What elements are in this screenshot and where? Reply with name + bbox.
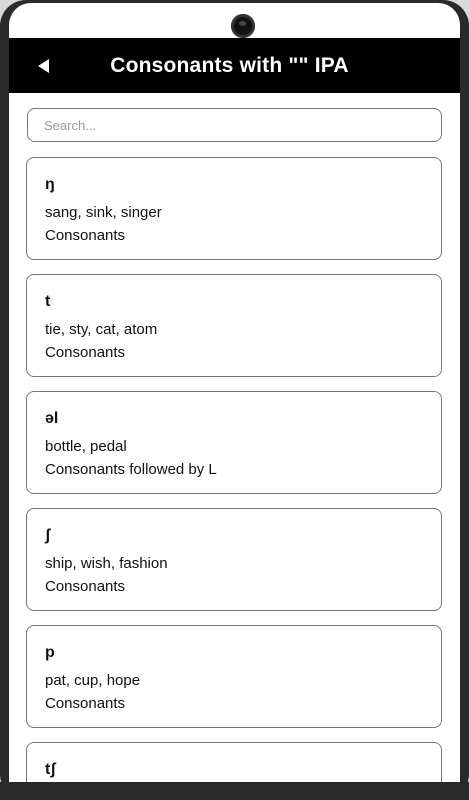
ipa-symbol: t <box>45 293 51 310</box>
category-label: Consonants <box>45 578 126 595</box>
category-label: Consonants <box>45 227 126 244</box>
list-item[interactable] <box>26 391 442 494</box>
back-button[interactable] <box>29 51 59 81</box>
category-label: Consonants followed by L <box>45 461 217 478</box>
back-arrow-icon <box>38 59 50 73</box>
category-label: Consonants <box>45 344 126 361</box>
ipa-symbol: ŋ <box>45 176 55 193</box>
device-bottom-bezel <box>0 782 469 800</box>
ipa-symbol: tʃ <box>45 761 56 778</box>
example-words: pat, cup, hope <box>45 672 141 689</box>
example-words: sang, sink, singer <box>45 204 162 221</box>
ipa-symbol: p <box>45 644 55 661</box>
category-label: Consonants <box>45 695 126 712</box>
front-camera <box>231 14 255 38</box>
search-input[interactable] <box>28 109 441 141</box>
list-item[interactable] <box>26 274 442 377</box>
page-title: Consonants with "" IPA <box>110 54 349 77</box>
search-field[interactable] <box>27 108 442 142</box>
list-item[interactable] <box>26 508 442 611</box>
list-item[interactable] <box>26 625 442 728</box>
list-item[interactable] <box>26 157 442 260</box>
example-words: tie, sty, cat, atom <box>45 321 158 338</box>
list-item[interactable] <box>26 742 442 782</box>
ipa-symbol: əl <box>45 410 59 427</box>
example-words: bottle, pedal <box>45 438 127 455</box>
example-words: ship, wish, fashion <box>45 555 168 572</box>
app-bar <box>9 38 460 93</box>
ipa-symbol: ʃ <box>45 527 51 544</box>
app-screen <box>9 3 460 782</box>
ipa-list <box>26 157 442 782</box>
